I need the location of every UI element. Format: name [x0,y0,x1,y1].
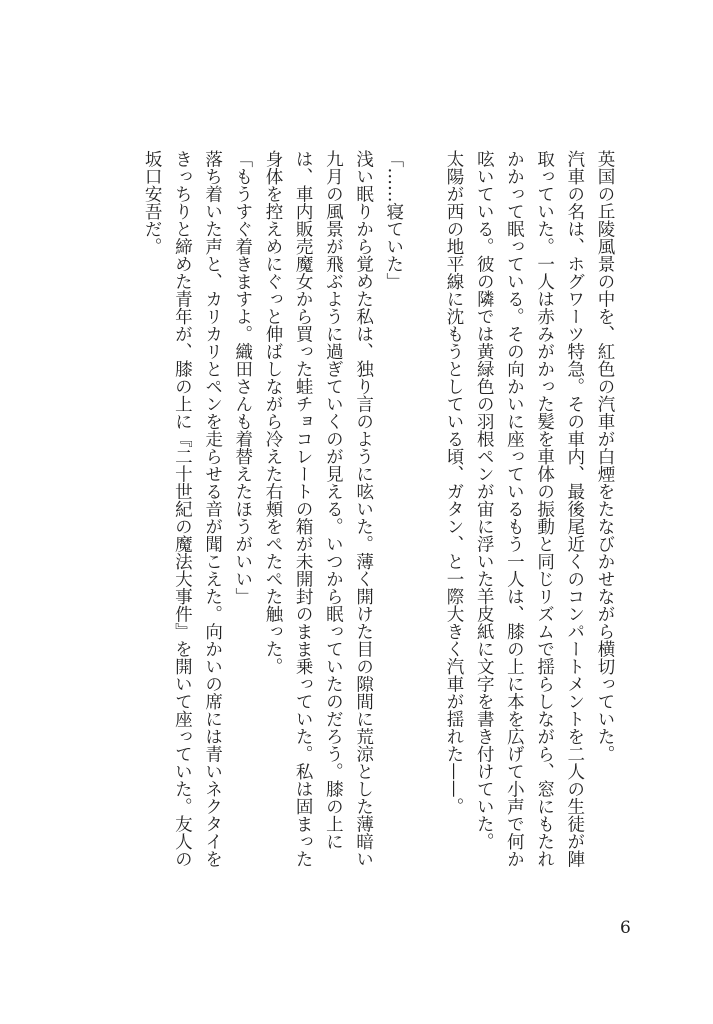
paragraph: 「もうすぐ着きますよ。織田さんも着替えたほうがいい」 [232,150,253,605]
vertical-text-body [100,150,620,870]
paragraph: 「……寝ていた」 [383,150,404,290]
paragraph: 太陽が西の地平線に沈もうとしている頃、ガタン、と一際大きく汽車が揺れた——。 [443,150,464,815]
page-number: 6 [620,918,631,938]
blank-line [409,150,439,870]
paragraph: 英国の丘陵風景の中を、紅色の汽車が白煙をたなびかせながら横切っていた。 [595,150,615,763]
paragraph: 浅い眠りから覚めた私は、独り言のように呟いた。薄く開けた目の隙間に荒涼とした薄暗い九月の風景が飛ぶように過ぎていくのが見える。いつから眠っていたのだろう。膝の上には、車内販売魔女から買った蛙チョコレートの箱が未開封のまま乗っていた。私は固まった身体を控えめにぐっと伸ばしながら冷えた右頬をぺたぺた触った。 [262,150,374,868]
paragraph: 汽車の名は、ホグワーツ特急。その車内、最後尾近くのコンパートメントを二人の生徒が陣取っていた。一人は赤みがかった髪を車体の振動と同じリズムで揺らしながら、窓にもたれかかって眠っている。その向かいに座っているもう一人は、膝の上に本を広げて小声で何か呟いている。彼の隣では黄緑色の羽根ペンが宙に浮いた羊皮紙に文字を書き付けていた。 [474,150,585,868]
paragraph: 落ち着いた声と、カリカリとペンを走らせる音が聞こえた。向かいの席には青いネクタイをきっちりと締めた青年が、膝の上に『二十世紀の魔法大事件』を開いて座っていた。友人の坂口安吾だ。 [142,150,223,868]
